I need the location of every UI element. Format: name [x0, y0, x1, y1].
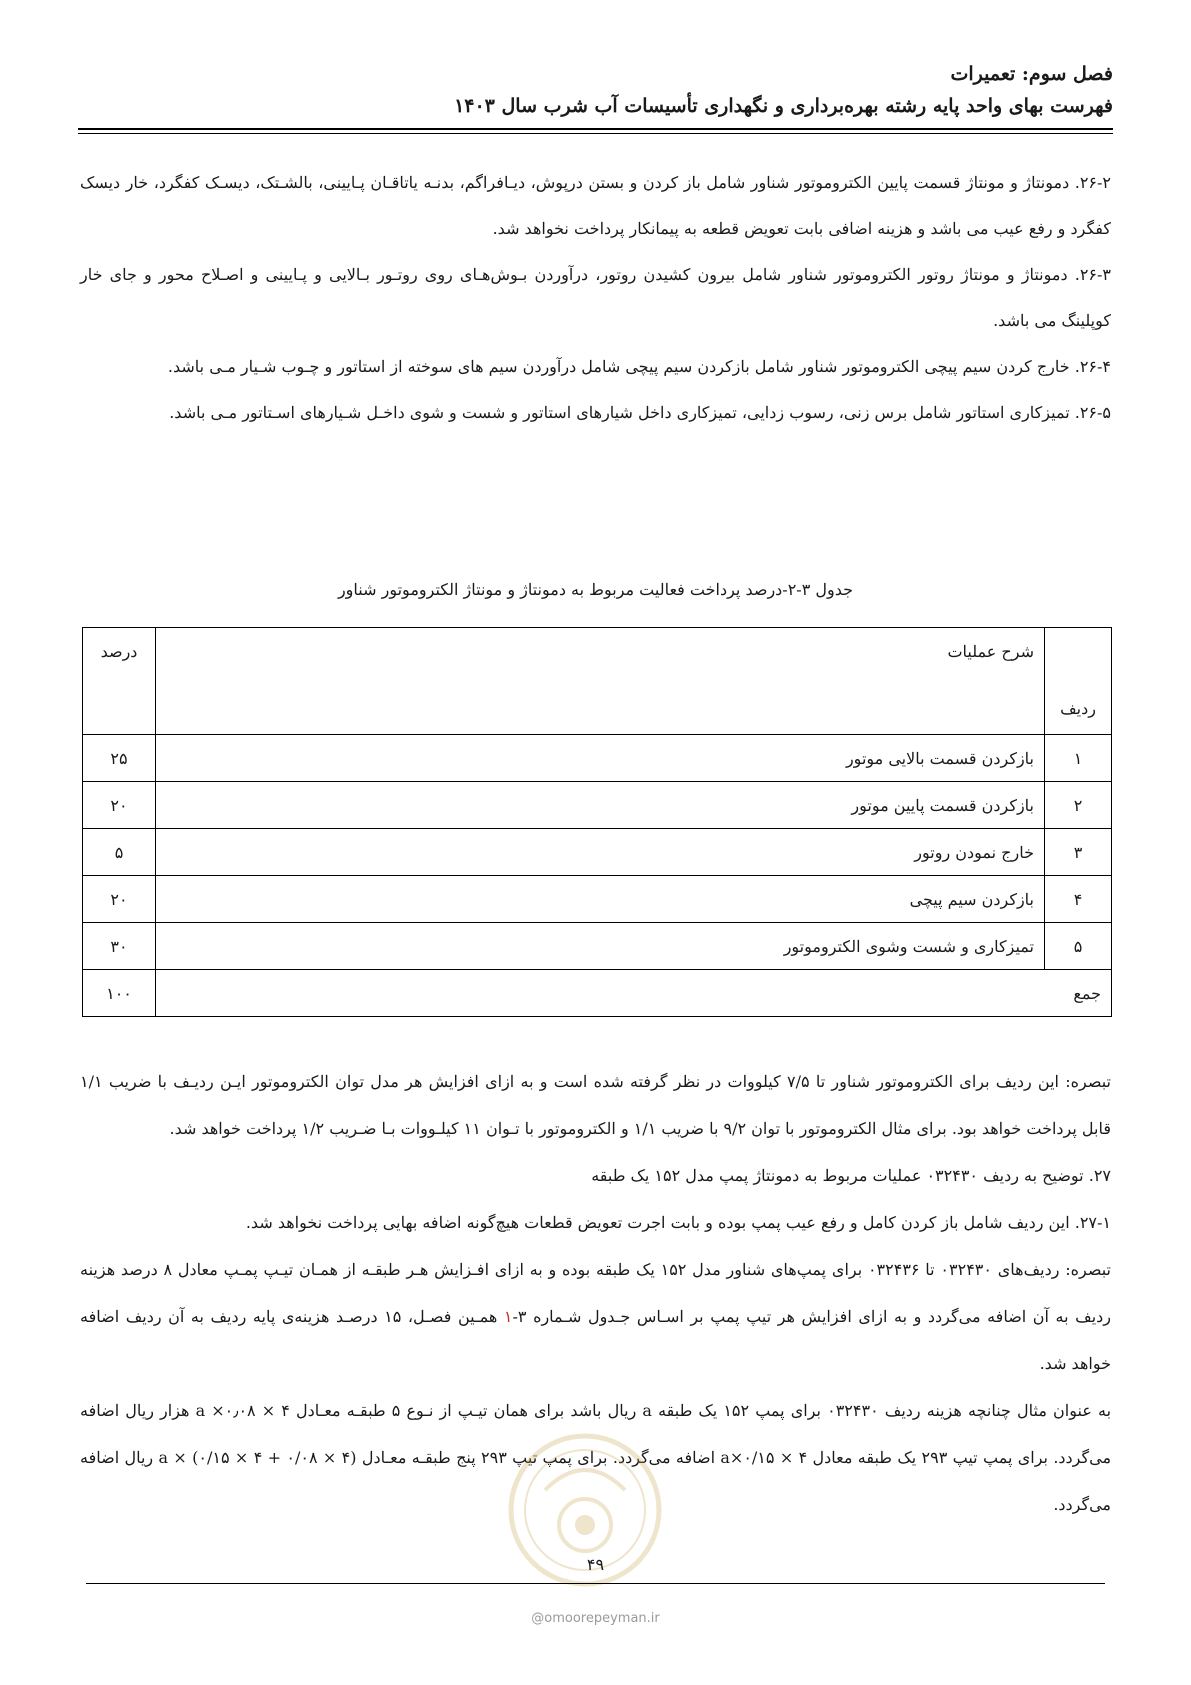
- footer-rule: [86, 1583, 1105, 1584]
- cell-percent: ۳۰: [83, 923, 156, 970]
- table-total-row: [83, 970, 1112, 1017]
- note-stages-part-a: تبصره: ردیف‌های ۰۳۲۴۳۰ تا ۰۳۲۴۳۶ برای پمپ‌های شناور مدل ۱۵۲ یک طبقه بوده و به ازای افـزایش هـر طبقـه از همـان تیـپ پمـپ معادل ۸ درصد هزینه ردیف به آن اضافه می‌گردد و به ازای افزایش هر تیپ پمپ بر اسـاس جـدول شـماره ۳-: [80, 1260, 1112, 1326]
- header-rule-thick: [78, 128, 1113, 130]
- header-percent: درصد: [83, 628, 156, 735]
- note-stages-part-b: همـین فصـل، ۱۵ درصـد هزینه‌ی پایه ردیف به آن ردیف اضافه خواهد شد.: [80, 1307, 1111, 1373]
- cell-percent: ۲۰: [83, 782, 156, 829]
- note-stages: [80, 1246, 1111, 1387]
- total-percent: ۱۰۰: [83, 970, 156, 1017]
- note-power: تبصره: این ردیف برای الکتروموتور شناور تا ۷/۵ کیلووات در نظر گرفته شده است و به ازای افزایش هر مدل توان الکتروموتور ایـن ردیـف با ضریب ۱/۱ قابل پرداخت خواهد بود. برای مثال الکتروموتور با توان ۹/۲ با ضریب ۱/۱ و الکتروموتور با تـوان ۱۱ کیلـووات بـا ضـریب ۱/۲ پرداخت خواهد شد.: [80, 1072, 1112, 1138]
- cell-row-number: ۵: [1045, 923, 1112, 970]
- cell-row-number: ۴: [1045, 876, 1112, 923]
- paragraph-26-5: ۲۶-۵. تمیزکاری استاتور شامل برس زنی، رسوب زدایی، تمیزکاری داخل شیارهای استاتور و شست و شوی داخـل شـیارهای اسـتاتور مـی باشد.: [169, 403, 1111, 422]
- operations-table: [82, 627, 1112, 1017]
- cell-description: بازکردن قسمت بالایی موتور: [156, 735, 1045, 782]
- cell-row-number: ۳: [1045, 829, 1112, 876]
- item-27-1: ۲۷-۱. این ردیف شامل باز کردن کامل و رفع عیب پمپ بوده و بابت اجرت تعویض قطعات هیچ‌گونه اضافه بهایی پرداخت نخواهد شد.: [245, 1213, 1111, 1232]
- table-row: [83, 829, 1112, 876]
- table-row: [83, 923, 1112, 970]
- cell-row-number: ۱: [1045, 735, 1112, 782]
- header-row-number: ردیف: [1045, 628, 1112, 735]
- chapter-title: فصل سوم: تعمیرات: [950, 63, 1113, 85]
- total-label: جمع: [156, 970, 1112, 1017]
- item-27: ۲۷. توضیح به ردیف ۰۳۲۴۳۰ عملیات مربوط به دمونتاژ پمپ مدل ۱۵۲ یک طبقه: [591, 1166, 1111, 1185]
- cell-description: تمیزکاری و شست وشوی الکتروموتور: [156, 923, 1045, 970]
- table-caption: جدول ۳-۲-درصد پرداخت فعالیت مربوط به دمونتاژ و مونتاژ الکتروموتور شناور: [337, 580, 854, 599]
- cell-percent: ۲۵: [83, 735, 156, 782]
- paragraph-26-4: ۲۶-۴. خارج کردن سیم پیچی الکتروموتور شناور شامل بازکردن سیم پیچی شامل درآوردن سیم های سوخته از استاتور و چـوب شـیار مـی باشد.: [167, 357, 1111, 376]
- section-paragraphs: [80, 160, 1111, 436]
- cell-row-number: ۲: [1045, 782, 1112, 829]
- table-row: [83, 735, 1112, 782]
- cell-description: بازکردن قسمت پایین موتور: [156, 782, 1045, 829]
- table-row: [83, 782, 1112, 829]
- table-row: [83, 876, 1112, 923]
- header-rule-thin: [78, 133, 1113, 134]
- cell-description: بازکردن سیم پیچی: [156, 876, 1045, 923]
- note-stages-highlight: ۱: [503, 1307, 513, 1326]
- cell-description: خارج نمودن روتور: [156, 829, 1045, 876]
- paragraph-26-3: ۲۶-۳. دمونتاژ و مونتاژ روتور الکتروموتور شناور شامل بیرون کشیدن روتور، درآوردن بـوش‌هـای روی روتـور بـالایی و پـایینی و اصـلاح محور و جای خار کوپلینگ می باشد.: [80, 265, 1111, 330]
- example-paragraph: به عنوان مثال چنانچه هزینه ردیف ۰۳۲۴۳۰ برای پمپ ۱۵۲ یک طبقه a ریال باشد برای همان تیـپ از نـوع ۵ طبقـه معـادل ۴ × ۰٫۰۸× a هزار ریال اضافه می‌گردد. برای پمپ تیپ ۲۹۳ یک طبقه معادل ۴ × a×۰/۱۵ اضافه می‌گردد. برای پمپ تیپ ۲۹۳ پنج طبقـه معـادل (۴ × ۰/۰۸ + ۴ × ۰/۱۵) × a ریال اضافه می‌گردد.: [80, 1401, 1112, 1514]
- page-header: [78, 58, 1113, 122]
- page-number: ۴۹: [586, 1555, 605, 1574]
- cell-percent: ۵: [83, 829, 156, 876]
- header-description: شرح عملیات: [156, 628, 1045, 735]
- paragraph-26-2: ۲۶-۲. دمونتاژ و مونتاژ قسمت پایین الکتروموتور شناور شامل باز کردن و بستن درپوش، دیـافراگم، بدنـه یاتاقـان پـایینی، بالشـتک، دیسـک کفگرد، خار دیسک کفگرد و رفع عیب می باشد و هزینه اضافی بابت تعویض قطعه به پیمانکار پرداخت نخواهد شد.: [80, 173, 1111, 238]
- table-header-row: [83, 628, 1112, 735]
- document-title: فهرست بهای واحد پایه رشته بهره‌برداری و نگهداری تأسیسات آب شرب سال ۱۴۰۳: [454, 95, 1113, 117]
- cell-percent: ۲۰: [83, 876, 156, 923]
- watermark-text: @omoorepeyman.ir: [531, 1611, 660, 1626]
